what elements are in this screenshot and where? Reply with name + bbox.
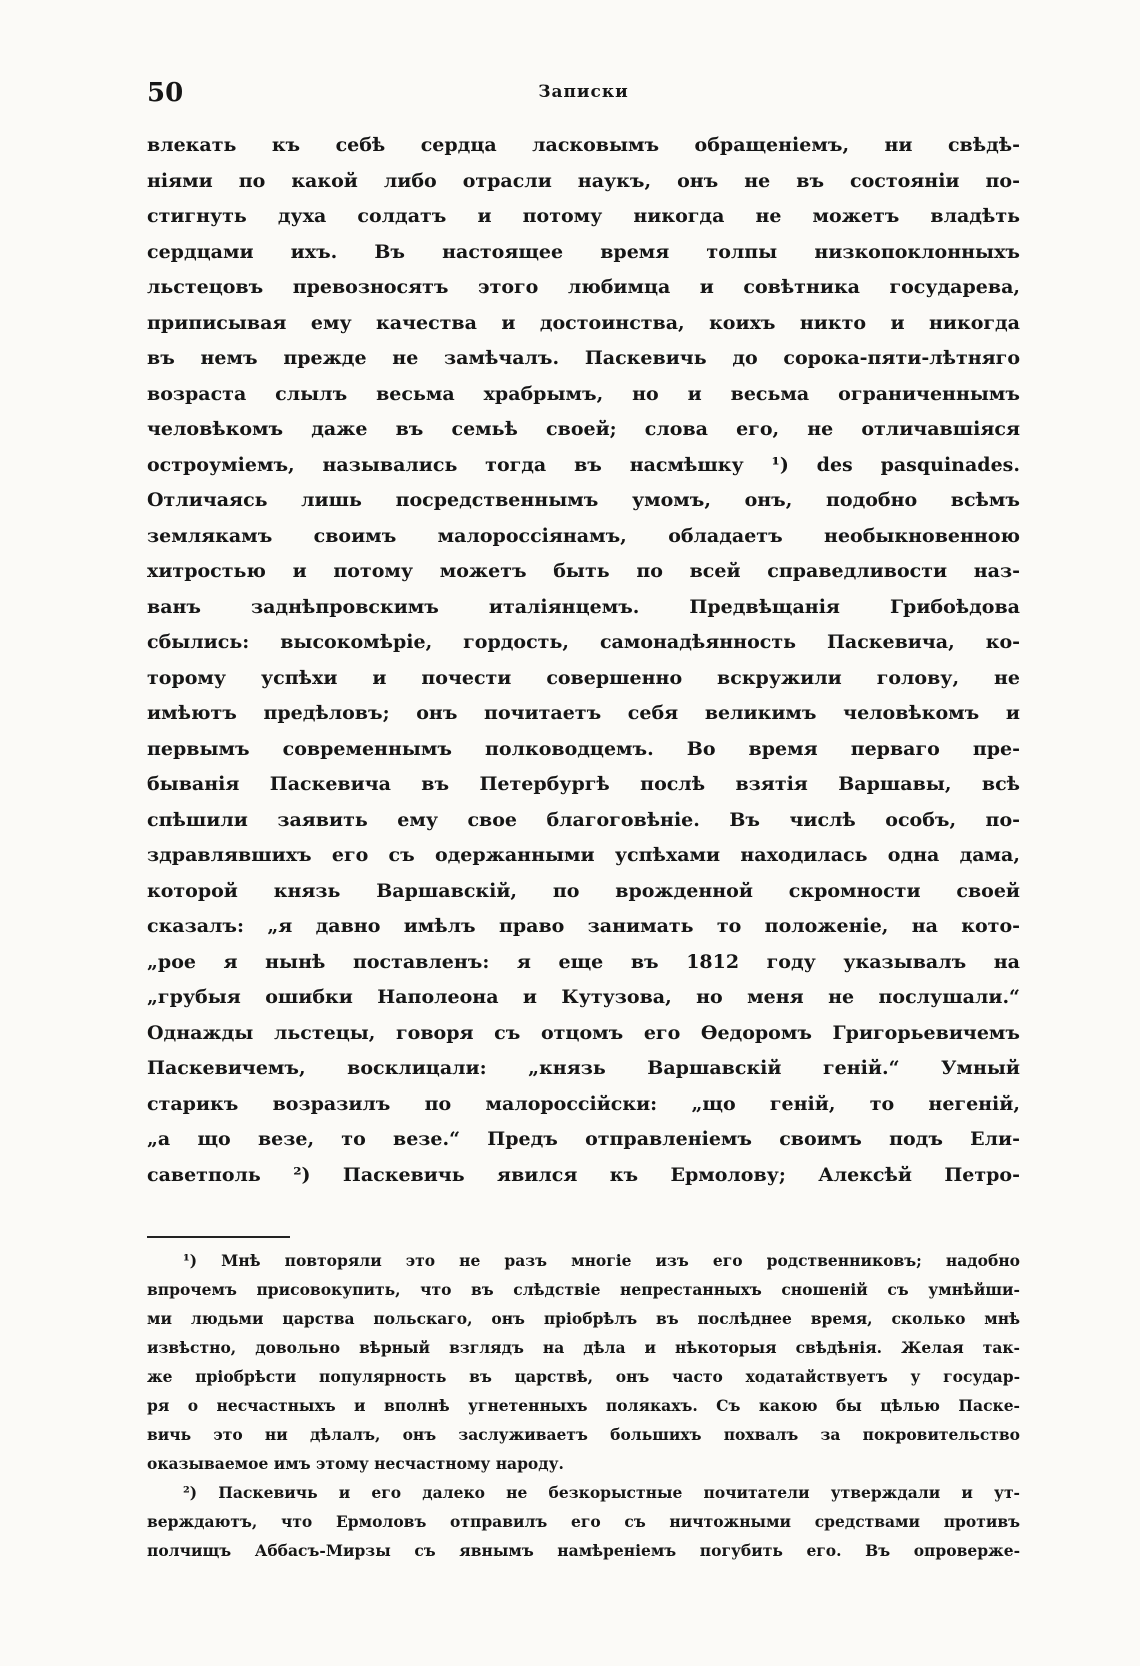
footnote-line: ми людьми царства польскаго, онъ пріобрѣлъ въ послѣднее время, сколько мнѣ	[147, 1309, 1020, 1328]
text-line: которой князь Варшавскій, по врожденной скромности своей	[147, 879, 1020, 902]
text-line: здравлявшихъ его съ одержанными успѣхами находилась одна дама,	[147, 844, 1020, 866]
text-line: саветполь ²) Паскевичь явился къ Ермолову; Алексѣй Петро-	[147, 1163, 1020, 1186]
footnote-line: вичь это ни дѣлалъ, онъ заслуживаетъ большихъ похвалъ за покровительство	[147, 1425, 1020, 1444]
footnote-line: же пріобрѣсти популярность въ царствѣ, онъ часто ходатайствуетъ у государ-	[147, 1367, 1020, 1386]
text-line: Однажды льстецы, говоря съ отцомъ его Ѳедоромъ Григорьевичемъ	[147, 1021, 1020, 1044]
footnote-line: извѣстно, довольно вѣрный взглядъ на дѣла и нѣкоторыя свѣдѣнія. Желая так-	[147, 1338, 1020, 1357]
footnote-line: впрочемъ присовокупить, что въ слѣдствіе непрестанныхъ сношеній съ умнѣйши-	[147, 1280, 1020, 1299]
text-line: хитростью и потому можетъ быть по всей справедливости наз-	[147, 560, 1020, 582]
text-line: землякамъ своимъ малороссіянамъ, обладаетъ необыкновенною	[147, 524, 1020, 547]
text-line: человѣкомъ даже въ семьѣ своей; слова его, не отличавшіяся	[147, 418, 1020, 440]
footnote-line: оказываемое имъ этому несчастному народу.	[147, 1454, 564, 1473]
footnotes	[147, 1246, 1020, 1565]
text-line: „а що везе, то везе.“ Предъ отправленіемъ своимъ подъ Ели-	[147, 1128, 1020, 1150]
text-line: въ немъ прежде не замѣчалъ. Паскевичь до сорока-пяти-лѣтняго	[147, 347, 1020, 369]
text-line: „рое я нынѣ поставленъ: я еще въ 1812 году указывалъ на	[147, 950, 1020, 973]
page-number: 50	[147, 78, 184, 108]
text-line: первымъ современнымъ полководцемъ. Во время перваго пре-	[147, 737, 1020, 760]
running-title: Записки	[538, 82, 629, 102]
footnote-line: ²) Паскевичь и его далеко не безкорыстные почитатели утверждали и ут-	[183, 1483, 1020, 1502]
footnote-1	[147, 1246, 1020, 1478]
text-line: льстецовъ превозносятъ этого любимца и совѣтника государева,	[147, 276, 1020, 298]
text-line: приписывая ему качества и достоинства, коихъ никто и никогда	[147, 311, 1020, 334]
text-line: сказалъ: „я давно имѣлъ право занимать то положеніе, на кото-	[147, 915, 1020, 937]
text-line: стигнуть духа солдатъ и потому никогда не можетъ владѣть	[147, 205, 1020, 227]
main-text	[147, 128, 1020, 1193]
text-line: сердцами ихъ. Въ настоящее время толпы низкопоклонныхъ	[147, 240, 1020, 263]
footnote-divider	[147, 1236, 290, 1238]
text-line: возраста слылъ весьма храбрымъ, но и весьма ограниченнымъ	[147, 382, 1020, 405]
text-line: остроуміемъ, назывались тогда въ насмѣшку ¹) des pasquinades.	[147, 453, 1020, 476]
footnote-line: ¹) Мнѣ повторяли это не разъ многіе изъ его родственниковъ; надобно	[183, 1251, 1020, 1270]
text-line: „грубыя ошибки Наполеона и Кутузова, но меня не послушали.“	[147, 986, 1020, 1008]
footnote-line: ря о несчастныхъ и вполнѣ угнетенныхъ полякахъ. Съ какою бы цѣлью Паске-	[147, 1396, 1020, 1415]
text-line: ванъ заднѣпровскимъ италіянцемъ. Предвѣщанія Грибоѣдова	[147, 595, 1020, 618]
text-line: старикъ возразилъ по малороссійски: „що геній, то негеній,	[147, 1092, 1020, 1115]
text-line: Отличаясь лишь посредственнымъ умомъ, онъ, подобно всѣмъ	[147, 489, 1020, 511]
text-line: сбылись: высокомѣріе, гордость, самонадѣянность Паскевича, ко-	[147, 631, 1020, 653]
text-line: ніями по какой либо отрасли наукъ, онъ не въ состояніи по-	[147, 169, 1020, 192]
footnote-line: полчищъ Аббасъ-Мирзы съ явнымъ намѣреніемъ погубить его. Въ опроверже-	[147, 1541, 1020, 1560]
text-line: торому успѣхи и почести совершенно вскружили голову, не	[147, 666, 1020, 689]
text-line: Паскевичемъ, восклицали: „князь Варшавскій геній.“ Умный	[147, 1057, 1020, 1079]
page-header	[147, 78, 1020, 114]
text-line: быванія Паскевича въ Петербургѣ послѣ взятія Варшавы, всѣ	[147, 773, 1020, 795]
text-line: влекать къ себѣ сердца ласковымъ обращеніемъ, ни свѣдѣ-	[147, 134, 1020, 156]
footnote-2	[147, 1478, 1020, 1565]
footnote-line: верждаютъ, что Ермоловъ отправилъ его съ ничтожными средствами противъ	[147, 1512, 1020, 1531]
text-line: спѣшили заявить ему свое благоговѣніе. Въ числѣ особъ, по-	[147, 808, 1020, 831]
text-line: имѣютъ предѣловъ; онъ почитаетъ себя великимъ человѣкомъ и	[147, 702, 1020, 724]
